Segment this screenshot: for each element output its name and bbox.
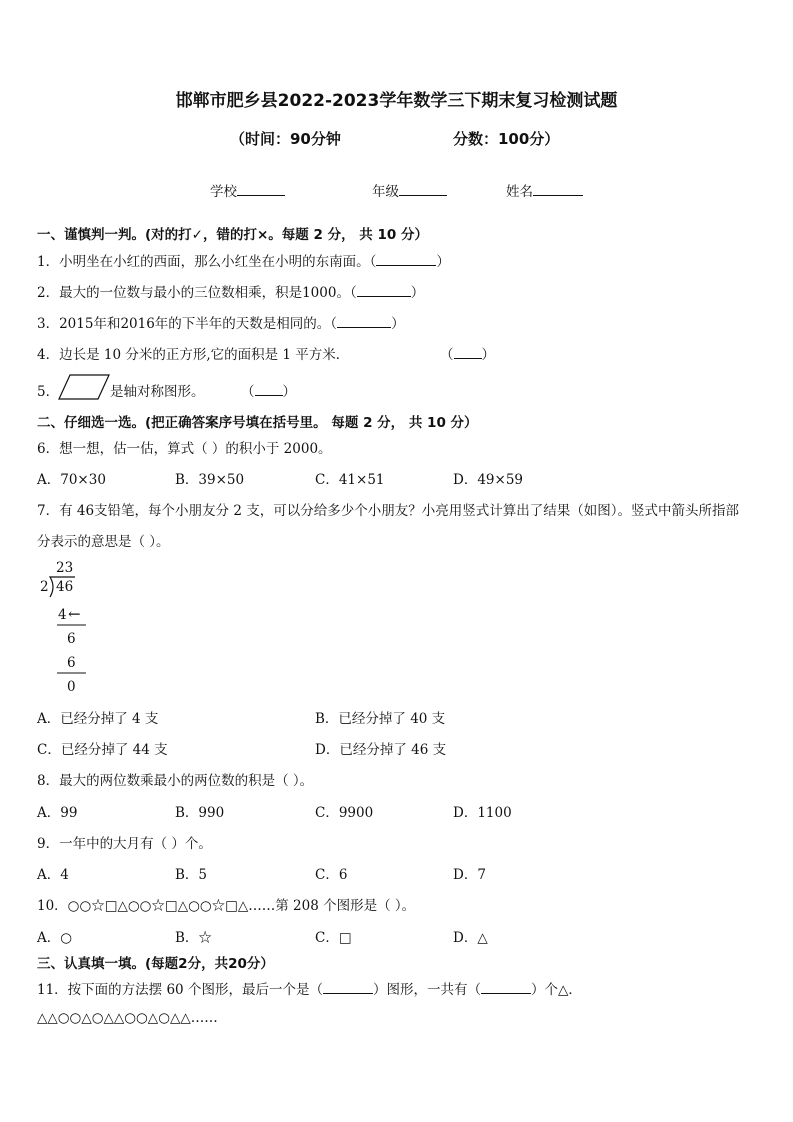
question-2: 2．最大的一位数与最小的三位数相乘，积是1000。（ ） — [37, 285, 425, 301]
question-3: 3．2015年和2016年的下半年的天数是相同的。（ ） — [37, 316, 405, 332]
option-9d[interactable]: D．7 — [453, 867, 486, 883]
answer-blank-2[interactable] — [357, 283, 411, 297]
division-divisor: 2 — [40, 579, 49, 595]
option-6d[interactable]: D．49×59 — [453, 472, 523, 488]
grade-blank[interactable] — [399, 181, 447, 196]
question-1: 1．小明坐在小红的西面，那么小红坐在小明的东南面。（ ） — [37, 254, 450, 270]
answer-bracket-5: （ ） — [241, 384, 296, 400]
school-field[interactable] — [210, 180, 285, 200]
name-blank[interactable] — [533, 181, 583, 196]
section2-heading: 二、仔细选一选。(把正确答案序号填在括号里。 每题 2 分， 共 10 分） — [37, 415, 478, 431]
division-step2: 6 — [67, 631, 76, 647]
question-8: 8．最大的两位数乘最小的两位数的积是（ ）。 — [37, 773, 314, 789]
division-line-1 — [57, 624, 87, 626]
division-step3: 6 — [67, 655, 76, 671]
option-7a[interactable]: A．已经分掉了 4 支 — [37, 711, 159, 727]
question-7-line1: 7．有 46支铅笔，每个小朋友分 2 支，可以分给多少个小朋友？小亮用竖式计算出了结果（如图）。竖式中箭头所指部 — [37, 503, 739, 519]
option-10c[interactable]: C．□ — [315, 930, 352, 946]
exam-title: 邯郸市肥乡县2022-2023学年数学三下期末复习检测试题 — [175, 91, 618, 111]
option-10a[interactable]: A．○ — [37, 930, 73, 946]
exam-score: 分数：100分） — [453, 130, 560, 148]
option-6b[interactable]: B．39×50 — [175, 472, 245, 488]
school-blank[interactable] — [237, 181, 285, 196]
question-5-number: 5． — [37, 384, 60, 400]
answer-bracket-4: （ ） — [440, 347, 495, 363]
name-label: 姓名 — [506, 184, 533, 200]
division-remainder: 0 — [67, 679, 76, 695]
option-7c[interactable]: C．已经分掉了 44 支 — [37, 742, 168, 758]
division-step1: 4 — [58, 607, 67, 623]
answer-blank-3[interactable] — [337, 314, 391, 328]
parallelogram-figure — [58, 374, 110, 400]
answer-blank-4[interactable] — [454, 345, 482, 359]
section1-heading: 一、谨慎判一判。(对的打✓，错的打×。每题 2 分， 共 10 分） — [37, 227, 428, 243]
option-8a[interactable]: A．99 — [37, 805, 78, 821]
question-6: 6．想一想，估一估，算式（ ）的积小于 2000。 — [37, 441, 332, 457]
option-8c[interactable]: C．9900 — [315, 805, 374, 821]
division-quotient: 23 — [56, 560, 74, 576]
exam-time: （时间：90分钟 — [230, 130, 341, 148]
option-9c[interactable]: C．6 — [315, 867, 348, 883]
question-10: 10．○○☆□△○○☆□△○○☆□△……第 208 个图形是（ ）。 — [37, 898, 416, 914]
question-9: 9．一年中的大月有（ ）个。 — [37, 836, 212, 852]
option-6a[interactable]: A．70×30 — [37, 472, 106, 488]
question-11: 11．按下面的方法摆 60 个图形，最后一个是（ ）图形，一共有（ ）个△． — [37, 982, 582, 998]
option-10b[interactable]: B．☆ — [175, 930, 212, 946]
question-4: 4．边长是 10 分米的正方形,它的面积是 1 平方米． — [37, 347, 350, 363]
answer-blank-5[interactable] — [255, 382, 283, 396]
section3-heading: 三、认真填一填。(每题2分，共20分） — [37, 956, 274, 972]
arrow-left-icon: ← — [68, 605, 81, 623]
school-label: 学校 — [210, 184, 237, 200]
question-11-pattern: △△○○△○△△○○△○△△…… — [37, 1010, 218, 1026]
grade-label: 年级 — [372, 184, 399, 200]
division-dividend: 46 — [56, 579, 74, 595]
question-7-line2: 分表示的意思是（ ）。 — [37, 534, 170, 550]
answer-blank-11a[interactable] — [323, 980, 373, 994]
option-9b[interactable]: B．5 — [175, 867, 208, 883]
option-8d[interactable]: D．1100 — [453, 805, 512, 821]
option-8b[interactable]: B．990 — [175, 805, 225, 821]
name-field[interactable] — [506, 180, 583, 200]
option-10d[interactable]: D．△ — [453, 930, 488, 946]
option-7d[interactable]: D．已经分掉了 46 支 — [315, 742, 447, 758]
division-line-2 — [57, 672, 87, 674]
question-5-text: 是轴对称图形。 — [110, 384, 205, 400]
option-9a[interactable]: A．4 — [37, 867, 69, 883]
grade-field[interactable] — [372, 180, 447, 200]
option-7b[interactable]: B．已经分掉了 40 支 — [315, 711, 446, 727]
option-6c[interactable]: C．41×51 — [315, 472, 385, 488]
answer-blank-11b[interactable] — [481, 980, 531, 994]
answer-blank-1[interactable] — [376, 252, 436, 266]
